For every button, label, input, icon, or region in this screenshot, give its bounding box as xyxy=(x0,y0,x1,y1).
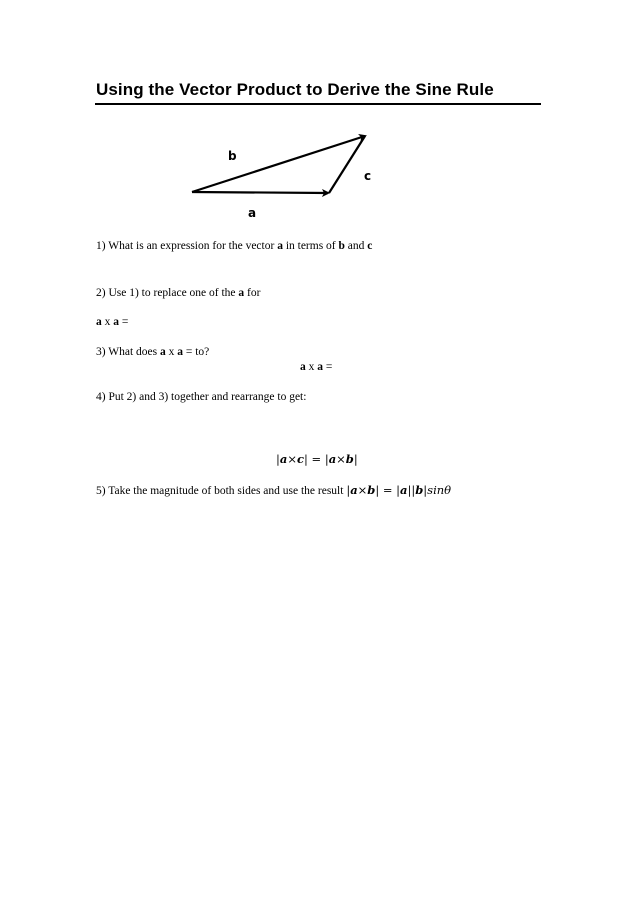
question-5-bar-4: || xyxy=(407,483,416,497)
equation-bar-2: | xyxy=(303,452,308,466)
question-5-equals: = xyxy=(379,483,397,497)
question-3-x: x xyxy=(165,346,178,358)
question-1 xyxy=(96,240,372,252)
question-5-bar-5: | xyxy=(423,483,428,497)
cross-product-2-a-first: a xyxy=(300,361,306,373)
equation-bar-3: | xyxy=(324,452,329,466)
question-5-vector-a-1: a xyxy=(350,483,358,497)
question-5-vector-b-2: b xyxy=(415,483,424,497)
question-2-prefix: 2) Use 1) to replace one of the xyxy=(96,287,239,299)
question-5-bar-2: | xyxy=(375,483,380,497)
question-5-times: × xyxy=(357,483,368,497)
cross-product-2-a-second: a xyxy=(317,361,323,373)
equation-times-2: × xyxy=(336,452,346,466)
question-5-vector-a-2: a xyxy=(400,483,408,497)
equation-vector-b: b xyxy=(345,452,354,466)
question-1-and: and xyxy=(344,240,368,252)
question-1-vector-a: a xyxy=(277,240,283,252)
question-3-suffix: = to? xyxy=(182,346,210,358)
question-5 xyxy=(96,483,451,497)
question-5-sin-theta: sinθ xyxy=(427,483,452,497)
question-5-bar-3: | xyxy=(396,483,401,497)
question-3-prefix: 3) What does xyxy=(96,346,160,358)
equation-bar-1: | xyxy=(276,452,280,466)
question-3 xyxy=(96,346,209,358)
question-2-vector-a: a xyxy=(238,287,245,299)
cross-product-2-equals: = xyxy=(323,361,333,373)
label-b: b xyxy=(228,149,237,163)
question-4: 4) Put 2) and 3) together and rearrange to get: xyxy=(96,391,307,403)
question-2-suffix: for xyxy=(244,287,261,299)
question-5-prefix: 5) Take the magnitude of both sides and use the result xyxy=(96,485,347,497)
cross-product-x: x xyxy=(101,316,114,328)
question-1-prefix: 1) What is an expression for the vector xyxy=(96,240,278,252)
vector-triangle-diagram xyxy=(180,125,390,225)
vector-a-arrow xyxy=(192,192,328,193)
question-5-vector-b-1: b xyxy=(367,483,376,497)
label-c: c xyxy=(364,169,372,183)
question-1-vector-c: c xyxy=(367,240,373,252)
label-a: a xyxy=(248,206,257,220)
cross-product-a-second: a xyxy=(113,316,119,328)
equation-vector-c: c xyxy=(296,452,304,466)
cross-product-a-first: a xyxy=(96,316,102,328)
page-title: Using the Vector Product to Derive the Sine Rule xyxy=(96,80,494,99)
title-underline xyxy=(95,103,541,105)
equation-vector-a-2: a xyxy=(328,452,337,466)
equation-vector-a-1: a xyxy=(279,452,288,466)
equation-equals: = xyxy=(307,452,325,466)
sine-rule-equation xyxy=(276,452,358,466)
cross-product-line-1 xyxy=(96,316,128,328)
cross-product-line-2 xyxy=(300,361,332,373)
question-3-vector-a-first: a xyxy=(159,346,166,358)
question-2 xyxy=(96,287,260,299)
vector-b-arrow xyxy=(192,136,365,192)
question-3-vector-a-second: a xyxy=(177,346,183,358)
question-1-middle: in terms of xyxy=(282,240,339,252)
question-5-bar-1: | xyxy=(346,483,351,497)
equation-bar-4: | xyxy=(353,452,358,466)
question-1-vector-b: b xyxy=(338,240,345,252)
cross-product-equals: = xyxy=(119,316,129,328)
cross-product-2-x: x xyxy=(305,361,318,373)
vector-c-line xyxy=(329,136,365,193)
equation-times-1: × xyxy=(287,452,297,466)
